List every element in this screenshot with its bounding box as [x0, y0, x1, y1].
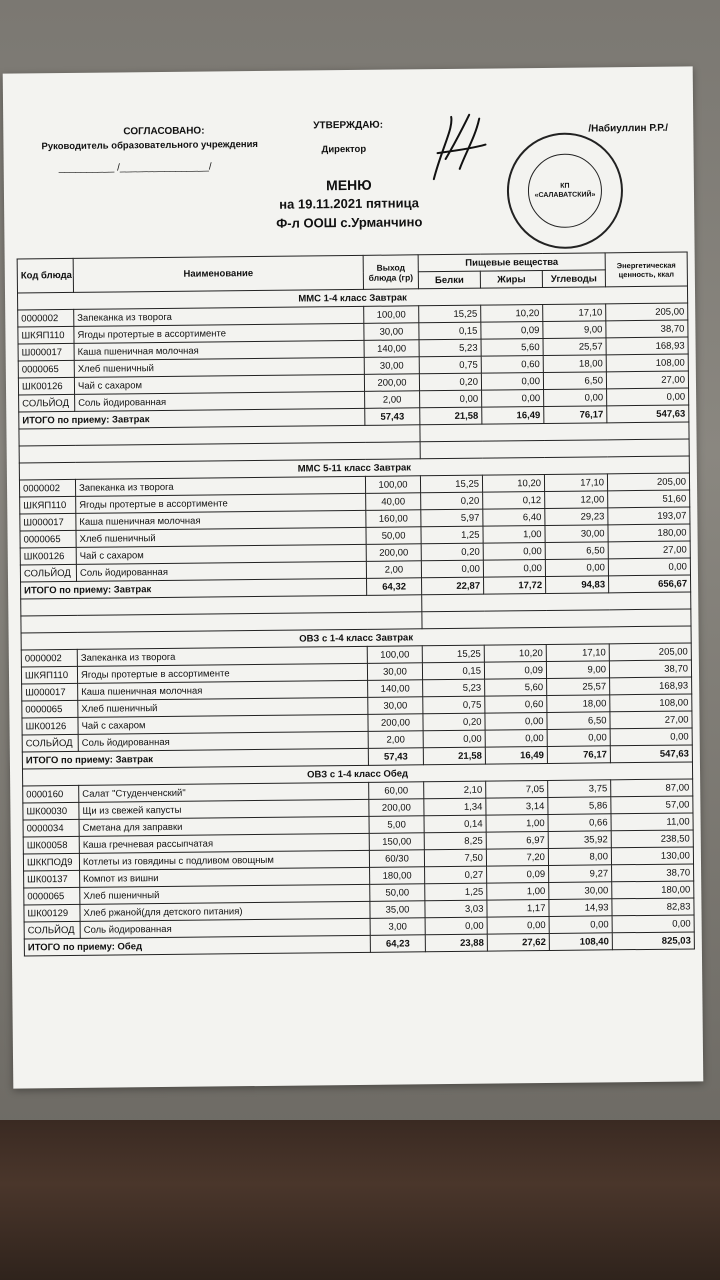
- cell-protein: 5,23: [423, 679, 485, 697]
- cell-name: Щи из свежей капусты: [79, 799, 369, 819]
- cell-energy: 205,00: [607, 473, 689, 491]
- cell-name: Чай с сахаром: [76, 544, 366, 564]
- cell-fat: 10,20: [482, 474, 544, 492]
- cell-yield: 60/30: [369, 850, 424, 868]
- menu-table: [17, 251, 695, 956]
- cell-code: Ш000017: [18, 343, 74, 361]
- cell-fat: 10,20: [481, 304, 543, 322]
- column-header-carbs: Углеводы: [542, 270, 605, 288]
- cell-yield: 100,00: [365, 476, 420, 494]
- cell-yield: 30,00: [364, 323, 419, 341]
- total-yield: 57,43: [365, 408, 420, 426]
- cell-code: ШКЯП110: [20, 496, 76, 514]
- total-energy: 547,63: [607, 405, 689, 423]
- cell-yield: 35,00: [370, 901, 425, 919]
- cell-energy: 168,93: [610, 677, 692, 695]
- column-header-yield: Выход блюда (гр): [363, 255, 418, 290]
- cell-protein: 0,27: [425, 866, 487, 884]
- cell-energy: 0,00: [612, 915, 694, 933]
- cell-carbs: 17,10: [543, 304, 606, 322]
- cell-code: ШК00137: [24, 870, 80, 888]
- cell-carbs: 6,50: [547, 712, 610, 730]
- cell-name: Запеканка из творога: [77, 646, 367, 666]
- cell-carbs: 14,93: [549, 899, 612, 917]
- cell-yield: 5,00: [369, 816, 424, 834]
- cell-carbs: 25,57: [547, 678, 610, 696]
- cell-name: Запеканка из творога: [75, 476, 365, 496]
- cell-yield: 3,00: [370, 918, 425, 936]
- cell-fat: 0,00: [487, 916, 549, 934]
- menu-school: Ф-л ООШ с.Урманчино: [276, 214, 423, 231]
- cell-name: Каша гречневая рассыпчатая: [79, 833, 369, 853]
- cell-carbs: 17,10: [546, 644, 609, 662]
- cell-carbs: 0,00: [549, 916, 612, 934]
- cell-carbs: 9,00: [546, 661, 609, 679]
- cell-protein: 2,10: [424, 781, 486, 799]
- total-energy: 656,67: [609, 575, 691, 593]
- total-label: ИТОГО по приему: Завтрак: [21, 578, 367, 599]
- cell-energy: 108,00: [606, 354, 688, 372]
- cell-fat: 1,00: [486, 814, 548, 832]
- total-yield: 64,23: [370, 935, 425, 953]
- column-header-code: Код блюда: [17, 258, 73, 293]
- column-header-fat: Жиры: [480, 271, 542, 289]
- cell-code: ШК00129: [24, 904, 80, 922]
- cell-energy: 51,60: [608, 490, 690, 508]
- cell-protein: 0,15: [422, 662, 484, 680]
- cell-carbs: 18,00: [547, 695, 610, 713]
- cell-protein: 0,00: [423, 730, 485, 748]
- cell-protein: 15,25: [419, 305, 481, 323]
- total-label: ИТОГО по приему: Обед: [24, 935, 370, 956]
- column-header-name: Наименование: [73, 255, 363, 292]
- cell-name: Ягоды протертые в ассортименте: [74, 323, 364, 343]
- total-carbs: 76,17: [547, 746, 610, 764]
- cell-name: Ягоды протертые в ассортименте: [77, 663, 367, 683]
- menu-title: МЕНЮ: [326, 176, 372, 194]
- cell-carbs: 18,00: [543, 355, 606, 373]
- cell-protein: 15,25: [422, 645, 484, 663]
- total-energy: 547,63: [610, 745, 692, 763]
- cell-carbs: 35,92: [548, 831, 611, 849]
- cell-protein: 0,00: [425, 917, 487, 935]
- section-title: ОВЗ с 1-4 класс Завтрак: [21, 626, 691, 650]
- cell-energy: 38,70: [606, 320, 688, 338]
- cell-fat: 0,00: [482, 389, 544, 407]
- cell-protein: 1,25: [425, 883, 487, 901]
- cell-fat: 0,09: [484, 661, 546, 679]
- cell-code: ШКЯП110: [18, 326, 74, 344]
- cell-energy: 0,00: [607, 388, 689, 406]
- cell-yield: 40,00: [366, 493, 421, 511]
- cell-protein: 1,34: [424, 798, 486, 816]
- total-label: ИТОГО по приему: Завтрак: [19, 408, 365, 429]
- cell-fat: 6,97: [486, 831, 548, 849]
- cell-fat: 0,00: [485, 712, 547, 730]
- cell-code: ШККПОД9: [23, 853, 79, 871]
- cell-protein: 8,25: [424, 832, 486, 850]
- cell-fat: 7,05: [486, 780, 548, 798]
- cell-protein: 15,25: [420, 475, 482, 493]
- cell-fat: 0,09: [487, 865, 549, 883]
- cell-name: Каша пшеничная молочная: [78, 680, 368, 700]
- cell-protein: 3,03: [425, 900, 487, 918]
- cell-name: Хлеб ржаной(для детского питания): [80, 901, 370, 921]
- cell-name: Салат "Студенченский": [79, 782, 369, 802]
- cell-energy: 130,00: [611, 847, 693, 865]
- cell-code: ШК00058: [23, 836, 79, 854]
- background-table-surface: [0, 1120, 720, 1280]
- cell-carbs: 0,00: [544, 389, 607, 407]
- cell-protein: 5,97: [421, 509, 483, 527]
- cell-yield: 200,00: [369, 799, 424, 817]
- cell-energy: 27,00: [606, 371, 688, 389]
- cell-yield: 2,00: [368, 731, 423, 749]
- total-energy: 825,03: [612, 932, 694, 950]
- cell-carbs: 12,00: [545, 491, 608, 509]
- cell-fat: 1,17: [487, 899, 549, 917]
- cell-code: Ш000017: [22, 683, 78, 701]
- cell-protein: 0,14: [424, 815, 486, 833]
- cell-yield: 100,00: [364, 306, 419, 324]
- approved-label: СОГЛАСОВАНО:: [123, 125, 205, 138]
- cell-carbs: 6,50: [543, 372, 606, 390]
- cell-code: СОЛЬЙОД: [19, 394, 75, 412]
- cell-code: 0000034: [23, 819, 79, 837]
- cell-yield: 60,00: [369, 782, 424, 800]
- total-fat: 27,62: [487, 933, 549, 951]
- cell-code: 0000065: [18, 360, 74, 378]
- cell-code: ШКЯП110: [21, 666, 77, 684]
- cell-code: ШК00126: [22, 717, 78, 735]
- section-title: ММС 5-11 класс Завтрак: [19, 456, 689, 480]
- cell-carbs: 29,23: [545, 508, 608, 526]
- cell-fat: 10,20: [484, 644, 546, 662]
- cell-yield: 30,00: [368, 697, 423, 715]
- cell-protein: 0,20: [423, 713, 485, 731]
- cell-yield: 2,00: [366, 561, 421, 579]
- cell-yield: 140,00: [368, 680, 423, 698]
- cell-yield: 200,00: [366, 544, 421, 562]
- cell-carbs: 8,00: [548, 848, 611, 866]
- total-carbs: 94,83: [545, 576, 608, 594]
- section-title: ММС 1-4 класс Завтрак: [18, 286, 688, 310]
- cell-energy: 205,00: [606, 303, 688, 321]
- cell-fat: 0,00: [483, 542, 545, 560]
- cell-code: СОЛЬЙОД: [22, 734, 78, 752]
- cell-code: 0000065: [24, 887, 80, 905]
- menu-date: на 19.11.2021 пятница: [279, 195, 420, 212]
- cell-fat: 1,00: [487, 882, 549, 900]
- cell-carbs: 0,00: [545, 559, 608, 577]
- total-carbs: 76,17: [544, 406, 607, 424]
- section-title: ОВЗ с 1-4 класс Обед: [22, 762, 692, 786]
- cell-carbs: 6,50: [545, 542, 608, 560]
- cell-protein: 0,20: [421, 543, 483, 561]
- cell-fat: 5,60: [481, 338, 543, 356]
- cell-protein: 7,50: [424, 849, 486, 867]
- cell-fat: 7,20: [486, 848, 548, 866]
- cell-yield: 30,00: [364, 357, 419, 375]
- cell-yield: 2,00: [365, 391, 420, 409]
- column-header-protein: Белки: [418, 271, 480, 289]
- cell-fat: 3,14: [486, 797, 548, 815]
- cell-energy: 0,00: [610, 728, 692, 746]
- approved-role: Руководитель образовательного учреждения: [41, 138, 259, 153]
- cell-name: Ягоды протертые в ассортименте: [76, 493, 366, 513]
- cell-yield: 50,00: [370, 884, 425, 902]
- cell-code: 0000065: [20, 530, 76, 548]
- stamp-text: КП «САЛАВАТСКИЙ»: [534, 182, 596, 200]
- cell-energy: 57,00: [611, 796, 693, 814]
- cell-name: Соль йодированная: [75, 391, 365, 411]
- cell-name: Чай с сахаром: [78, 714, 368, 734]
- cell-code: 0000065: [22, 700, 78, 718]
- cell-code: ШК00030: [23, 802, 79, 820]
- total-carbs: 108,40: [549, 933, 612, 951]
- cell-energy: 168,93: [606, 337, 688, 355]
- cell-protein: 0,75: [423, 696, 485, 714]
- cell-carbs: 17,10: [544, 474, 607, 492]
- cell-protein: 0,20: [421, 492, 483, 510]
- confirm-name: /Набиуллин Р.Р./: [588, 122, 669, 135]
- total-protein: 23,88: [425, 934, 487, 952]
- cell-name: Хлеб пшеничный: [78, 697, 368, 717]
- cell-carbs: 25,57: [543, 338, 606, 356]
- cell-protein: 0,00: [421, 560, 483, 578]
- cell-protein: 0,15: [419, 322, 481, 340]
- column-header-energy: Энергетическая ценность, ккал: [605, 252, 687, 287]
- cell-energy: 0,00: [608, 558, 690, 576]
- cell-fat: 5,60: [485, 678, 547, 696]
- approved-signature-line: __________ /________________/: [58, 161, 212, 175]
- cell-protein: 1,25: [421, 526, 483, 544]
- total-fat: 17,72: [484, 576, 546, 594]
- cell-name: Каша пшеничная молочная: [76, 510, 366, 530]
- total-fat: 16,49: [485, 746, 547, 764]
- cell-carbs: 9,27: [549, 865, 612, 883]
- cell-yield: 200,00: [364, 374, 419, 392]
- cell-yield: 200,00: [368, 714, 423, 732]
- cell-carbs: 30,00: [545, 525, 608, 543]
- cell-fat: 0,60: [485, 695, 547, 713]
- cell-energy: 180,00: [608, 524, 690, 542]
- cell-carbs: 5,86: [548, 797, 611, 815]
- cell-code: ШК00126: [20, 547, 76, 565]
- cell-energy: 108,00: [610, 694, 692, 712]
- total-protein: 21,58: [420, 407, 482, 425]
- cell-name: Компот из вишни: [80, 867, 370, 887]
- cell-energy: 180,00: [612, 881, 694, 899]
- cell-code: СОЛЬЙОД: [20, 564, 76, 582]
- confirm-label: УТВЕРЖДАЮ:: [313, 119, 384, 132]
- cell-name: Соль йодированная: [76, 561, 366, 581]
- cell-fat: 0,00: [483, 559, 545, 577]
- cell-yield: 140,00: [364, 340, 419, 358]
- confirm-role: Директор: [321, 143, 367, 156]
- cell-name: Хлеб пшеничный: [80, 884, 370, 904]
- cell-protein: 0,75: [419, 356, 481, 374]
- cell-protein: 5,23: [419, 339, 481, 357]
- cell-name: Соль йодированная: [78, 731, 368, 751]
- cell-code: СОЛЬЙОД: [24, 921, 80, 939]
- cell-fat: 0,00: [485, 729, 547, 747]
- menu-document: [3, 66, 704, 1088]
- cell-name: Соль йодированная: [80, 918, 370, 938]
- cell-yield: 30,00: [367, 663, 422, 681]
- cell-name: Котлеты из говядины с подливом овощным: [79, 850, 369, 870]
- cell-carbs: 30,00: [549, 882, 612, 900]
- cell-energy: 238,50: [611, 830, 693, 848]
- cell-yield: 100,00: [367, 646, 422, 664]
- cell-fat: 1,00: [483, 525, 545, 543]
- cell-yield: 160,00: [366, 510, 421, 528]
- cell-protein: 0,00: [420, 390, 482, 408]
- cell-energy: 27,00: [608, 541, 690, 559]
- cell-carbs: 3,75: [548, 780, 611, 798]
- cell-energy: 27,00: [610, 711, 692, 729]
- total-yield: 57,43: [368, 748, 423, 766]
- cell-carbs: 0,00: [547, 729, 610, 747]
- cell-name: Хлеб пшеничный: [76, 527, 366, 547]
- cell-energy: 38,70: [609, 660, 691, 678]
- cell-code: 0000160: [23, 785, 79, 803]
- cell-yield: 50,00: [366, 527, 421, 545]
- cell-name: Сметана для заправки: [79, 816, 369, 836]
- cell-protein: 0,20: [419, 373, 481, 391]
- cell-name: Хлеб пшеничный: [74, 357, 364, 377]
- cell-code: 0000002: [21, 649, 77, 667]
- cell-yield: 150,00: [369, 833, 424, 851]
- cell-carbs: 0,66: [548, 814, 611, 832]
- cell-code: 0000002: [19, 479, 75, 497]
- cell-name: Запеканка из творога: [74, 306, 364, 326]
- cell-code: ШК00126: [18, 377, 74, 395]
- total-label: ИТОГО по приему: Завтрак: [22, 748, 368, 769]
- cell-energy: 193,07: [608, 507, 690, 525]
- cell-name: Чай с сахаром: [74, 374, 364, 394]
- cell-energy: 82,83: [612, 898, 694, 916]
- cell-fat: 6,40: [483, 508, 545, 526]
- cell-energy: 11,00: [611, 813, 693, 831]
- total-protein: 21,58: [423, 747, 485, 765]
- menu-table-body: [18, 286, 695, 956]
- cell-fat: 0,00: [481, 372, 543, 390]
- cell-energy: 205,00: [609, 643, 691, 661]
- cell-yield: 180,00: [370, 867, 425, 885]
- cell-fat: 0,60: [481, 355, 543, 373]
- cell-name: Каша пшеничная молочная: [74, 340, 364, 360]
- total-protein: 22,87: [422, 577, 484, 595]
- cell-code: Ш000017: [20, 513, 76, 531]
- cell-code: 0000002: [18, 309, 74, 327]
- cell-fat: 0,09: [481, 321, 543, 339]
- total-fat: 16,49: [482, 406, 544, 424]
- cell-carbs: 9,00: [543, 321, 606, 339]
- total-yield: 64,32: [367, 578, 422, 596]
- cell-fat: 0,12: [483, 491, 545, 509]
- column-header-nutrients: Пищевые вещества: [418, 253, 605, 272]
- cell-energy: 38,70: [612, 864, 694, 882]
- cell-energy: 87,00: [611, 779, 693, 797]
